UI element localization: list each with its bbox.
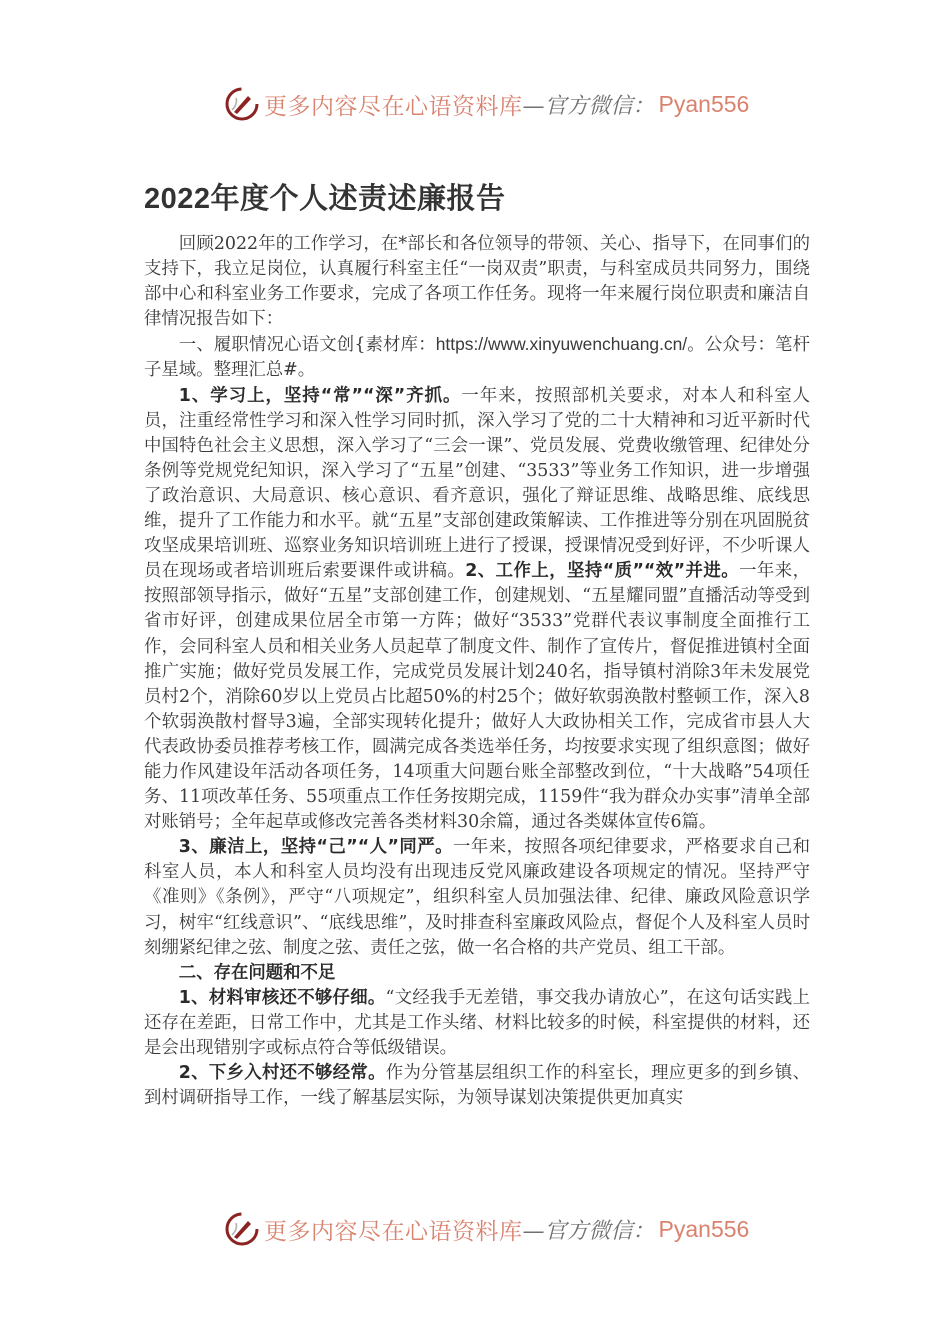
banner-text-wechat-label: —官方微信： [522,93,655,119]
integrity-paragraph [144,835,810,960]
paragraph-text: “文经我手无差错，事交我办请放心”，在这句话实践上还存在差距，日常工作中，尤其是工作头绪、材料比较多的时候，科室提供的材料，还是会出现错别字或标点符合等低级错误。 [144,987,810,1058]
heading-problems: 二、存在问题和不足 [178,962,336,983]
quill-pen-logo-icon [224,86,260,122]
banner-text-wechat-label: —官方微信： [522,1218,655,1244]
subheading-material-review: 1、材料审核还不够仔细。 [178,987,386,1008]
footer-watermark-banner [224,1209,749,1249]
study-paragraph [144,384,810,836]
paragraph-text: 回顾2022年的工作学习，在*部长和各位领导的带领、关心、指导下，在同事们的支持下，我立足岗位，认真履行科室主任“一岗双责”职责，与科室成员共同努力，围绕部中心和科室业务工作要求，完成了各项工作任务。现将一年来履行岗位职责和廉洁自律情况报告如下： [144,234,810,330]
source-url-text: https://www.xinyuwenchuang.cn/ [435,334,688,355]
document-title: 2022年度个人述责述廉报告 [144,183,506,215]
subheading-study: 1、学习上，坚持“常”“深”齐抓。 [178,385,462,406]
subheading-work: 2、工作上，坚持“质”“效”并进。 [465,561,740,582]
paragraph-text: 作为分管基层组织工作的科室长，理应更多的到乡镇、到村调研指导工作，一线了解基层实际，为领导谋划决策提供更加真实 [144,1063,810,1109]
banner-text-library: 更多内容尽在心语资料库 [264,1218,523,1245]
problem-two-paragraph [144,1061,810,1111]
document-body [144,232,810,1111]
section-two-heading [144,961,810,986]
paragraph-text: 一年来，按照部领导指示，做好“五星”支部创建工作，创建规划、“五星耀同盟”直播活动等受到省市好评，创建成果位居全市第一方阵；做好“3533”党群代表议事制度全面推行工作，会同科室人员和相关业务人员起草了制度文件、制作了宣传片，督促推进镇村全面推广实施；做好党员发展工作，完成党员发展计划240名，指导镇村消除3年未发展党员村2个，消除60岁以上党员占比超50%的村25个；做好软弱涣散村整顿工作，深入8个软弱涣散村督导3遍，全部实现转化提升；做好人大政协相关工作，完成省市县人大代表政协委员推荐考核工作，圆满完成各类选举任务，均按要求实现了组织意图；做好能力作风建设年活动各项任务，14项重大问题台账全部整改到位，“十大战略”54项任务、11项改革任务、55项重点工作任务按期完成，1159件“我为群众办实事”清单全部对账销号；全年起草或修改完善各类材料30余篇，通过各类媒体宣传6篇。 [144,561,810,833]
banner-text-wechat-id: Pyan556 [658,90,750,117]
intro-paragraph [144,232,810,332]
banner-text-wechat-id: Pyan556 [658,1215,750,1242]
paragraph-text: 。公众号：笔杆子星域。整理汇总#。 [144,335,810,381]
subheading-village-visits: 2、下乡入村还不够经常。 [178,1063,386,1084]
problem-one-paragraph [144,986,810,1061]
banner-text-library: 更多内容尽在心语资料库 [264,93,523,120]
paragraph-text: 一年来，按照部机关要求，对本人和科室人员，注重经常性学习和深入性学习同时抓，深入学习了党的二十大精神和习近平新时代中国特色社会主义思想，深入学习了“三会一课”、党员发展、党费收缴管理、纪律处分条例等党规党纪知识，深入学习了“五星”创建、“3533”等业务工作知识，进一步增强了政治意识、大局意识、核心意识、看齐意识，强化了辩证思维、战略思维、底线思维，提升了工作能力和水平。就“五星”支部创建政策解读、工作推进等分别在巩固脱贫攻坚成果培训班、巡察业务知识培训班上进行了授课，授课情况受到好评，不少听课人员在现场或者培训班后索要课件或讲稿。 [144,385,810,582]
section-one-heading [144,332,810,383]
paragraph-text: 一年来，按照各项纪律要求，严格要求自己和科室人员，本人和科室人员均没有出现违反党风廉政建设各项规定的情况。坚持严守《准则》《条例》，严守“八项规定”，组织科室人员加强法律、纪律、廉政风险意识学习，树牢“红线意识”、“底线思维”，及时排查科室廉政风险点，督促个人及科室人员时刻绷紧纪律之弦、制度之弦、责任之弦，做一名合格的共产党员、组工干部。 [144,837,810,958]
header-watermark-banner [224,84,749,124]
paragraph-text: 一、履职情况心语文创{素材库： [178,335,436,356]
quill-pen-logo-icon [224,1211,260,1247]
subheading-integrity: 3、廉洁上，坚持“己”“人”同严。 [178,837,454,858]
